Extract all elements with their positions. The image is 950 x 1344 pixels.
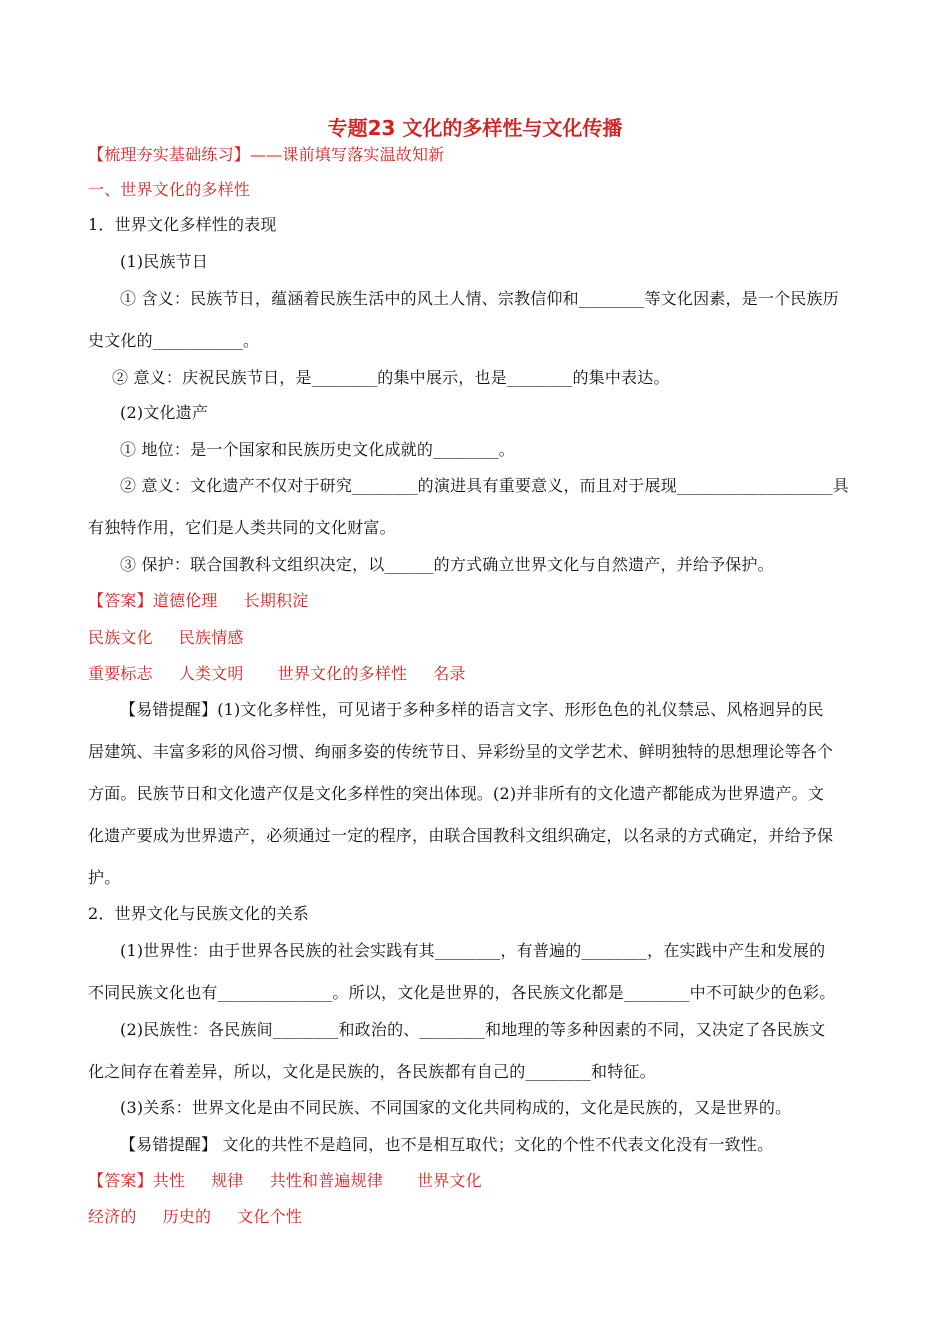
- point-heading-1: 1．世界文化多样性的表现: [88, 215, 277, 234]
- answer-label: 【答案】: [88, 1171, 153, 1190]
- heritage-status: ① 地位：是一个国家和民族历史文化成就的________。: [120, 440, 515, 459]
- subheading-festival: (1)民族节日: [120, 252, 209, 271]
- document-title: 专题23 文化的多样性与文化传播: [327, 116, 623, 140]
- world-nature-line1: (1)世界性：由于世界各民族的社会实践有其________，有普遍的________，在实践中产生和发展的: [120, 941, 826, 960]
- tip-2: 【易错提醒】 文化的共性不是趋同，也不是相互取代；文化的个性不代表文化没有一致性。: [120, 1135, 774, 1154]
- national-nature-line2: 化之间存在着差异，所以，文化是民族的，各民族都有自己的________和特征。: [88, 1062, 656, 1081]
- answer-line-5: 经济的 历史的 文化个性: [88, 1207, 303, 1226]
- point-heading-2: 2．世界文化与民族文化的关系: [88, 904, 309, 923]
- section-heading-1: 一、世界文化的多样性: [88, 180, 251, 199]
- answer-line-2: 民族文化 民族情感: [88, 628, 244, 647]
- answer-label: 【答案】: [88, 591, 153, 610]
- festival-significance: ② 意义：庆祝民族节日，是________的集中展示，也是________的集中表达。: [112, 368, 670, 387]
- world-nature-line2: 不同民族文化也有______________。所以，文化是世界的，各民族文化都是________中不可缺少的色彩。: [88, 983, 836, 1002]
- heritage-significance-line2: 有独特作用，它们是人类共同的文化财富。: [88, 518, 396, 537]
- answer-line-4: 【答案】共性 规律 共性和普遍规律 世界文化: [88, 1171, 482, 1190]
- tip-1-line2: 居建筑、丰富多彩的风俗习惯、绚丽多姿的传统节日、异彩纷呈的文学艺术、鲜明独特的思想理论等各个: [88, 742, 834, 761]
- answer-line-1: 【答案】道德伦理 长期积淀: [88, 591, 309, 610]
- subtitle: 【梳理夯实基础练习】——课前填写落实温故知新: [88, 145, 445, 164]
- tip-1-line5: 护。: [88, 868, 121, 887]
- subheading-heritage: (2)文化遗产: [120, 403, 209, 422]
- heritage-protection: ③ 保护：联合国教科文组织决定，以______的方式确立世界文化与自然遗产，并给予保护。: [120, 555, 774, 574]
- relationship: (3)关系：世界文化是由不同民族、不同国家的文化共同构成的，文化是民族的，又是世界的。: [120, 1098, 792, 1117]
- festival-meaning-line2: 史文化的___________。: [88, 331, 260, 350]
- festival-meaning-line1: ① 含义：民族节日，蕴涵着民族生活中的风土人情、宗教信仰和________等文化因素，是一个民族历: [120, 289, 839, 308]
- heritage-significance-line1: ② 意义：文化遗产不仅对于研究________的演进具有重要意义，而且对于展现___________________具: [120, 476, 849, 495]
- national-nature-line1: (2)民族性：各民族间________和政治的、________和地理的等多种因素的不同，又决定了各民族文: [120, 1020, 826, 1039]
- tip-1-line4: 化遗产要成为世界遗产，必须通过一定的程序，由联合国教科文组织确定，以名录的方式确定，并给予保: [88, 826, 834, 845]
- tip-1-line1: 【易错提醒】(1)文化多样性，可见诸于多种多样的语言文字、形形色色的礼仪禁忌、风格迥异的民: [120, 700, 824, 719]
- tip-1-line3: 方面。民族节日和文化遗产仅是文化多样性的突出体现。(2)并非所有的文化遗产都能成为世界遗产。文: [88, 784, 825, 803]
- answer-line-3: 重要标志 人类文明 世界文化的多样性 名录: [88, 664, 466, 683]
